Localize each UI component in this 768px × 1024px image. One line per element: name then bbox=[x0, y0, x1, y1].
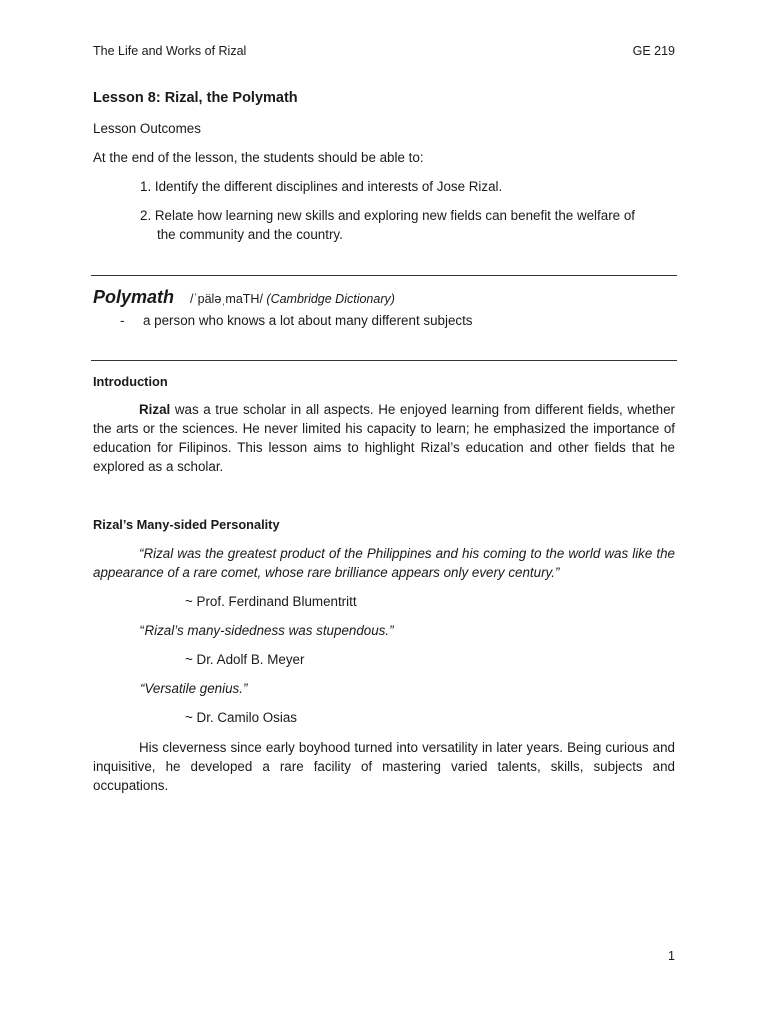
definition-term: Polymath bbox=[93, 287, 175, 307]
introduction-heading: Introduction bbox=[93, 374, 168, 389]
introduction-body: was a true scholar in all aspects. He enjoyed learning from different fields, whether the arts or the sciences. He never limited his capacity to learn; he emphasized the importance of education for Filipinos. This lesson aims to highlight Rizal’s education and other fields that he explored as a scholar. bbox=[93, 402, 675, 474]
definition-source: (Cambridge Dictionary) bbox=[266, 292, 395, 306]
outcome-item-1: 1. Identify the different disciplines and interests of Jose Rizal. bbox=[140, 179, 503, 194]
definition-bullet: - bbox=[120, 313, 125, 328]
attribution-blumentritt: ~ Prof. Ferdinand Blumentritt bbox=[185, 594, 357, 609]
outcomes-label: Lesson Outcomes bbox=[93, 121, 201, 136]
page-number: 1 bbox=[668, 949, 675, 963]
definition-pronunciation: /ˈpäləˌmaTH/ bbox=[190, 292, 267, 306]
outcomes-intro: At the end of the lesson, the students should be able to: bbox=[93, 150, 424, 165]
attribution-osias: ~ Dr. Camilo Osias bbox=[185, 710, 297, 725]
quote-2-open-mark: “ bbox=[140, 623, 145, 638]
quote-osias: “Versatile genius.” bbox=[140, 681, 248, 696]
divider-bottom bbox=[91, 360, 677, 361]
definition-meaning: a person who knows a lot about many different subjects bbox=[143, 313, 473, 328]
divider-top bbox=[91, 275, 677, 276]
outcome-item-2-continued: the community and the country. bbox=[157, 227, 343, 242]
personality-heading: Rizal’s Many-sided Personality bbox=[93, 517, 280, 532]
closing-paragraph bbox=[93, 738, 675, 795]
quote-meyer bbox=[140, 621, 394, 640]
introduction-lead-word: Rizal bbox=[139, 402, 171, 417]
header-course-title: The Life and Works of Rizal bbox=[93, 44, 247, 58]
attribution-meyer: ~ Dr. Adolf B. Meyer bbox=[185, 652, 305, 667]
lesson-title: Lesson 8: Rizal, the Polymath bbox=[93, 90, 298, 106]
definition-pronunciation-line bbox=[190, 290, 395, 309]
header-course-code: GE 219 bbox=[632, 44, 675, 58]
introduction-paragraph bbox=[93, 400, 675, 476]
quote-blumentritt bbox=[93, 544, 675, 582]
quote-2-text: Rizal’s many-sidedness was stupendous.” bbox=[144, 623, 394, 638]
quote-1-text: “Rizal was the greatest product of the Philippines and his coming to the world was like the appearance of a rare comet, whose rare brilliance appears only every century.” bbox=[93, 546, 675, 580]
outcome-item-2: 2. Relate how learning new skills and exploring new fields can benefit the welfare of bbox=[140, 208, 635, 223]
closing-text: His cleverness since early boyhood turned into versatility in later years. Being curious and inquisitive, he developed a rare facility of mastering varied talents, skills, subjects and occupations. bbox=[93, 740, 675, 793]
